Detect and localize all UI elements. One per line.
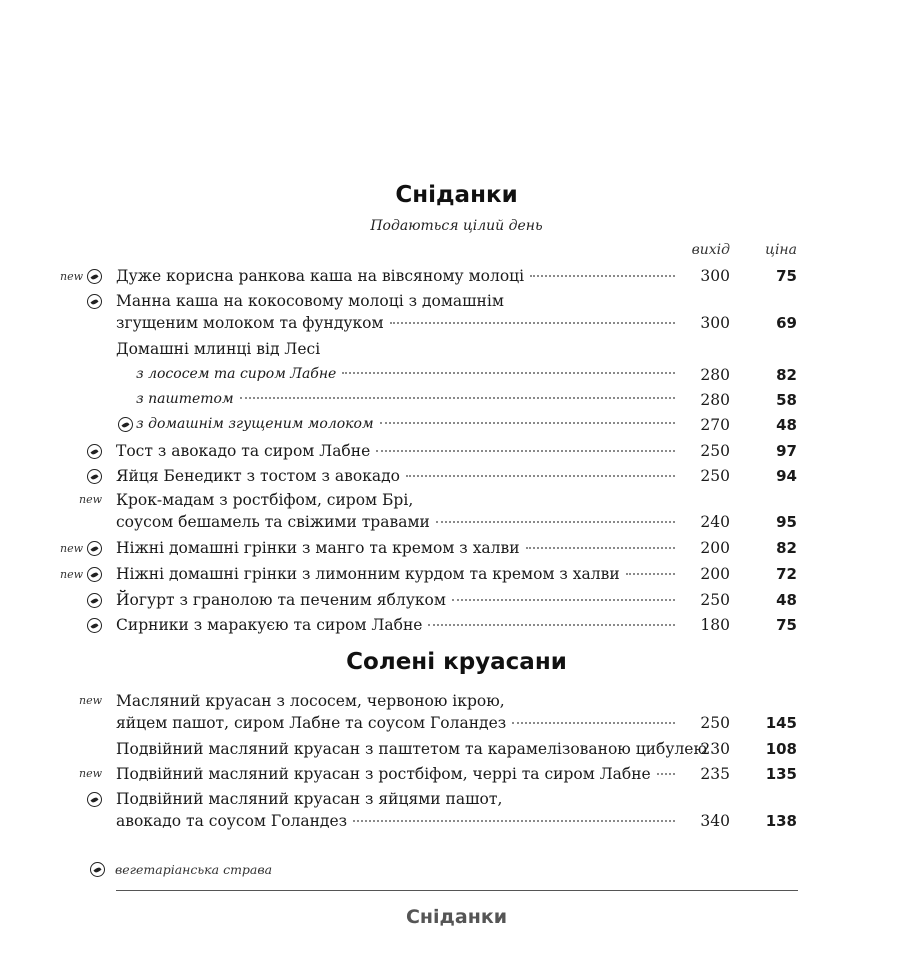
leaf-icon	[87, 294, 102, 309]
item-price: 94	[776, 467, 797, 485]
item-price: 72	[776, 565, 797, 583]
item-yield: 300	[700, 267, 730, 285]
leaf-icon	[87, 792, 102, 807]
item-name: Яйця Бенедикт з тостом з авокадо	[116, 467, 400, 485]
item-yield: 250	[700, 591, 730, 609]
leaf-icon	[87, 567, 102, 582]
divider	[116, 890, 798, 891]
item-price: 95	[776, 513, 797, 531]
item-yield: 180	[700, 616, 730, 634]
item-name: Подвійний масляний круасан з паштетом та карамелізованою цибулею	[116, 740, 707, 758]
item-yield: 300	[700, 314, 730, 332]
item-name: Йогурт з гранолою та печеним яблуком	[116, 591, 446, 609]
item-name-line2: згущеним молоком та фундуком	[116, 314, 384, 332]
item-price: 69	[776, 314, 797, 332]
item-yield: 200	[700, 539, 730, 557]
item-name: Подвійний масляний круасан з ростбіфом, черрі та сиром Лабне	[116, 765, 651, 783]
new-badge: new	[78, 493, 102, 506]
leaf-icon	[87, 541, 102, 556]
item-price: 138	[765, 812, 797, 830]
new-badge: new	[59, 568, 83, 581]
leaf-icon	[118, 417, 133, 432]
item-price: 58	[776, 391, 797, 409]
item-price: 48	[776, 416, 797, 434]
item-price: 135	[765, 765, 797, 783]
subitem-name: з паштетом	[136, 391, 234, 407]
leaf-icon	[87, 618, 102, 633]
item-name-line1: Крок-мадам з ростбіфом, сиром Брі,	[116, 491, 414, 509]
section-title-croissants: Солені круасани	[346, 649, 567, 675]
new-badge: new	[59, 542, 83, 555]
item-name: Дуже корисна ранкова каша на вівсяному молоці	[116, 267, 525, 285]
new-badge: new	[78, 694, 102, 707]
section-subtitle: Подаються цілий день	[370, 218, 543, 234]
item-name: Тост з авокадо та сиром Лабне	[116, 442, 371, 460]
item-yield: 235	[700, 765, 730, 783]
item-yield: 280	[700, 391, 730, 409]
item-price: 48	[776, 591, 797, 609]
footer-title: Сніданки	[405, 906, 508, 928]
column-header-price: ціна	[765, 242, 797, 258]
item-price: 75	[776, 267, 797, 285]
item-name: Сирники з маракуєю та сиром Лабне	[116, 616, 423, 634]
leaf-icon	[87, 269, 102, 284]
item-name-line2: соусом бешамель та свіжими травами	[116, 513, 430, 531]
column-header-yield: вихід	[691, 242, 730, 258]
item-name-line2: яйцем пашот, сиром Лабне та соусом Голандез	[116, 714, 507, 732]
leaf-icon	[87, 593, 102, 608]
item-name: Ніжні домашні грінки з манго та кремом з халви	[116, 539, 520, 557]
item-yield: 200	[700, 565, 730, 583]
item-price: 82	[776, 366, 797, 384]
item-price: 97	[776, 442, 797, 460]
item-yield: 270	[700, 416, 730, 434]
item-price: 145	[765, 714, 797, 732]
item-yield: 250	[700, 714, 730, 732]
item-name-line1: Манна каша на кокосовому молоці з домашнім	[116, 292, 504, 310]
item-yield: 280	[700, 366, 730, 384]
section-title-breakfast: Сніданки	[395, 182, 518, 208]
vegetarian-legend-text: вегетаріанська страва	[115, 862, 273, 877]
vegetarian-legend	[90, 862, 272, 877]
item-name: Домашні млинці від Лесі	[116, 340, 321, 358]
item-price: 82	[776, 539, 797, 557]
item-price: 75	[776, 616, 797, 634]
item-price: 108	[765, 740, 797, 758]
leaf-icon	[87, 469, 102, 484]
item-yield: 340	[700, 812, 730, 830]
item-yield: 250	[700, 442, 730, 460]
subitem-name: з домашнім згущеним молоком	[136, 416, 374, 432]
item-name: Ніжні домашні грінки з лимонним курдом та кремом з халви	[116, 565, 620, 583]
new-badge: new	[78, 767, 102, 780]
subitem-name: з лососем та сиром Лабне	[136, 366, 337, 382]
item-name-line2: авокадо та соусом Голандез	[116, 812, 348, 830]
leaf-icon	[87, 444, 102, 459]
item-yield: 240	[700, 513, 730, 531]
item-yield: 230	[700, 740, 730, 758]
item-name-line1: Подвійний масляний круасан з яйцями пашот,	[116, 790, 503, 808]
item-name-line1: Масляний круасан з лососем, червоною ікрою,	[116, 692, 505, 710]
new-badge: new	[59, 270, 83, 283]
leaf-icon	[90, 862, 105, 877]
item-yield: 250	[700, 467, 730, 485]
